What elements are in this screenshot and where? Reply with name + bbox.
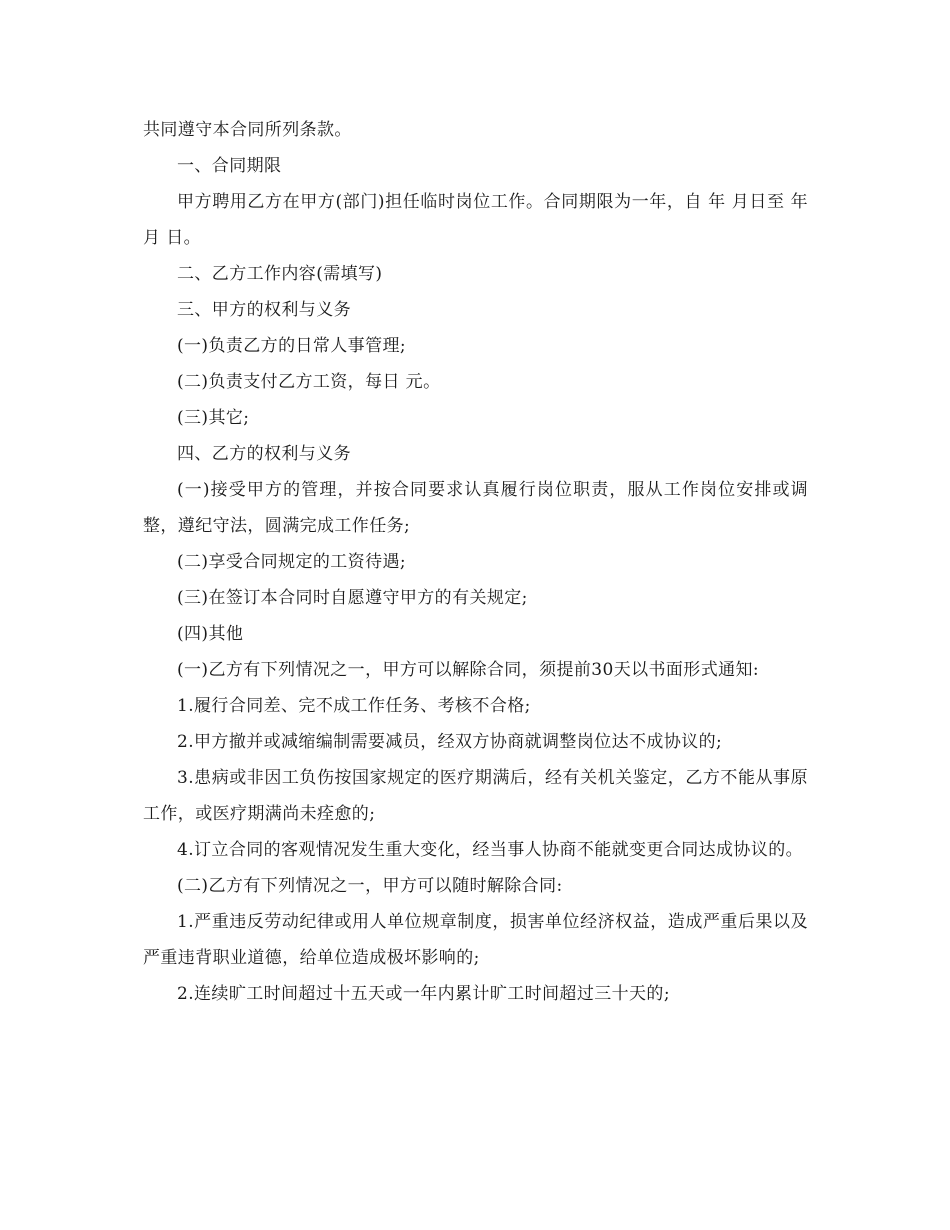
heading-party-b-rights: 四、乙方的权利与义务 — [177, 444, 351, 464]
list-item: (一)乙方有下列情况之一，甲方可以解除合同，须提前30天以书面形式通知: — [177, 660, 760, 680]
paragraph-contract-term: 甲方聘用乙方在甲方(部门)担任临时岗位工作。合同期限为一年，自 年 月日至 年 月 日。 — [143, 192, 808, 248]
list-item: (三)在签订本合同时自愿遵守甲方的有关规定; — [177, 588, 528, 608]
list-item: (二)乙方有下列情况之一，甲方可以随时解除合同: — [177, 876, 563, 896]
paragraph-continuation: 共同遵守本合同所列条款。 — [143, 120, 352, 140]
list-item: 1.履行合同差、完不成工作任务、考核不合格; — [177, 696, 531, 716]
list-item: (一)接受甲方的管理，并按合同要求认真履行岗位职责，服从工作岗位安排或调整，遵纪守法，圆满完成工作任务; — [143, 480, 808, 536]
list-item: 1.严重违反劳动纪律或用人单位规章制度，损害单位经济权益，造成严重后果以及严重违背职业道德，给单位造成极坏影响的; — [143, 912, 808, 968]
list-item: 3.患病或非因工负伤按国家规定的医疗期满后，经有关机关鉴定，乙方不能从事原工作，或医疗期满尚未痊愈的; — [143, 768, 808, 824]
list-item: (四)其他 — [177, 624, 244, 644]
list-item: (二)享受合同规定的工资待遇; — [177, 552, 406, 572]
document-body — [143, 112, 808, 1012]
list-item: (一)负责乙方的日常人事管理; — [177, 336, 406, 356]
list-item: (三)其它; — [177, 408, 250, 428]
heading-party-a-rights: 三、甲方的权利与义务 — [177, 300, 351, 320]
heading-contract-term: 一、合同期限 — [177, 156, 282, 176]
list-item: 2.甲方撤并或减缩编制需要减员，经双方协商就调整岗位达不成协议的; — [177, 732, 723, 752]
list-item: 4.订立合同的客观情况发生重大变化，经当事人协商不能就变更合同达成协议的。 — [177, 840, 804, 860]
list-item: 2.连续旷工时间超过十五天或一年内累计旷工时间超过三十天的; — [177, 984, 670, 1004]
list-item: (二)负责支付乙方工资，每日 元。 — [177, 372, 441, 392]
heading-work-content: 二、乙方工作内容(需填写) — [177, 264, 383, 284]
